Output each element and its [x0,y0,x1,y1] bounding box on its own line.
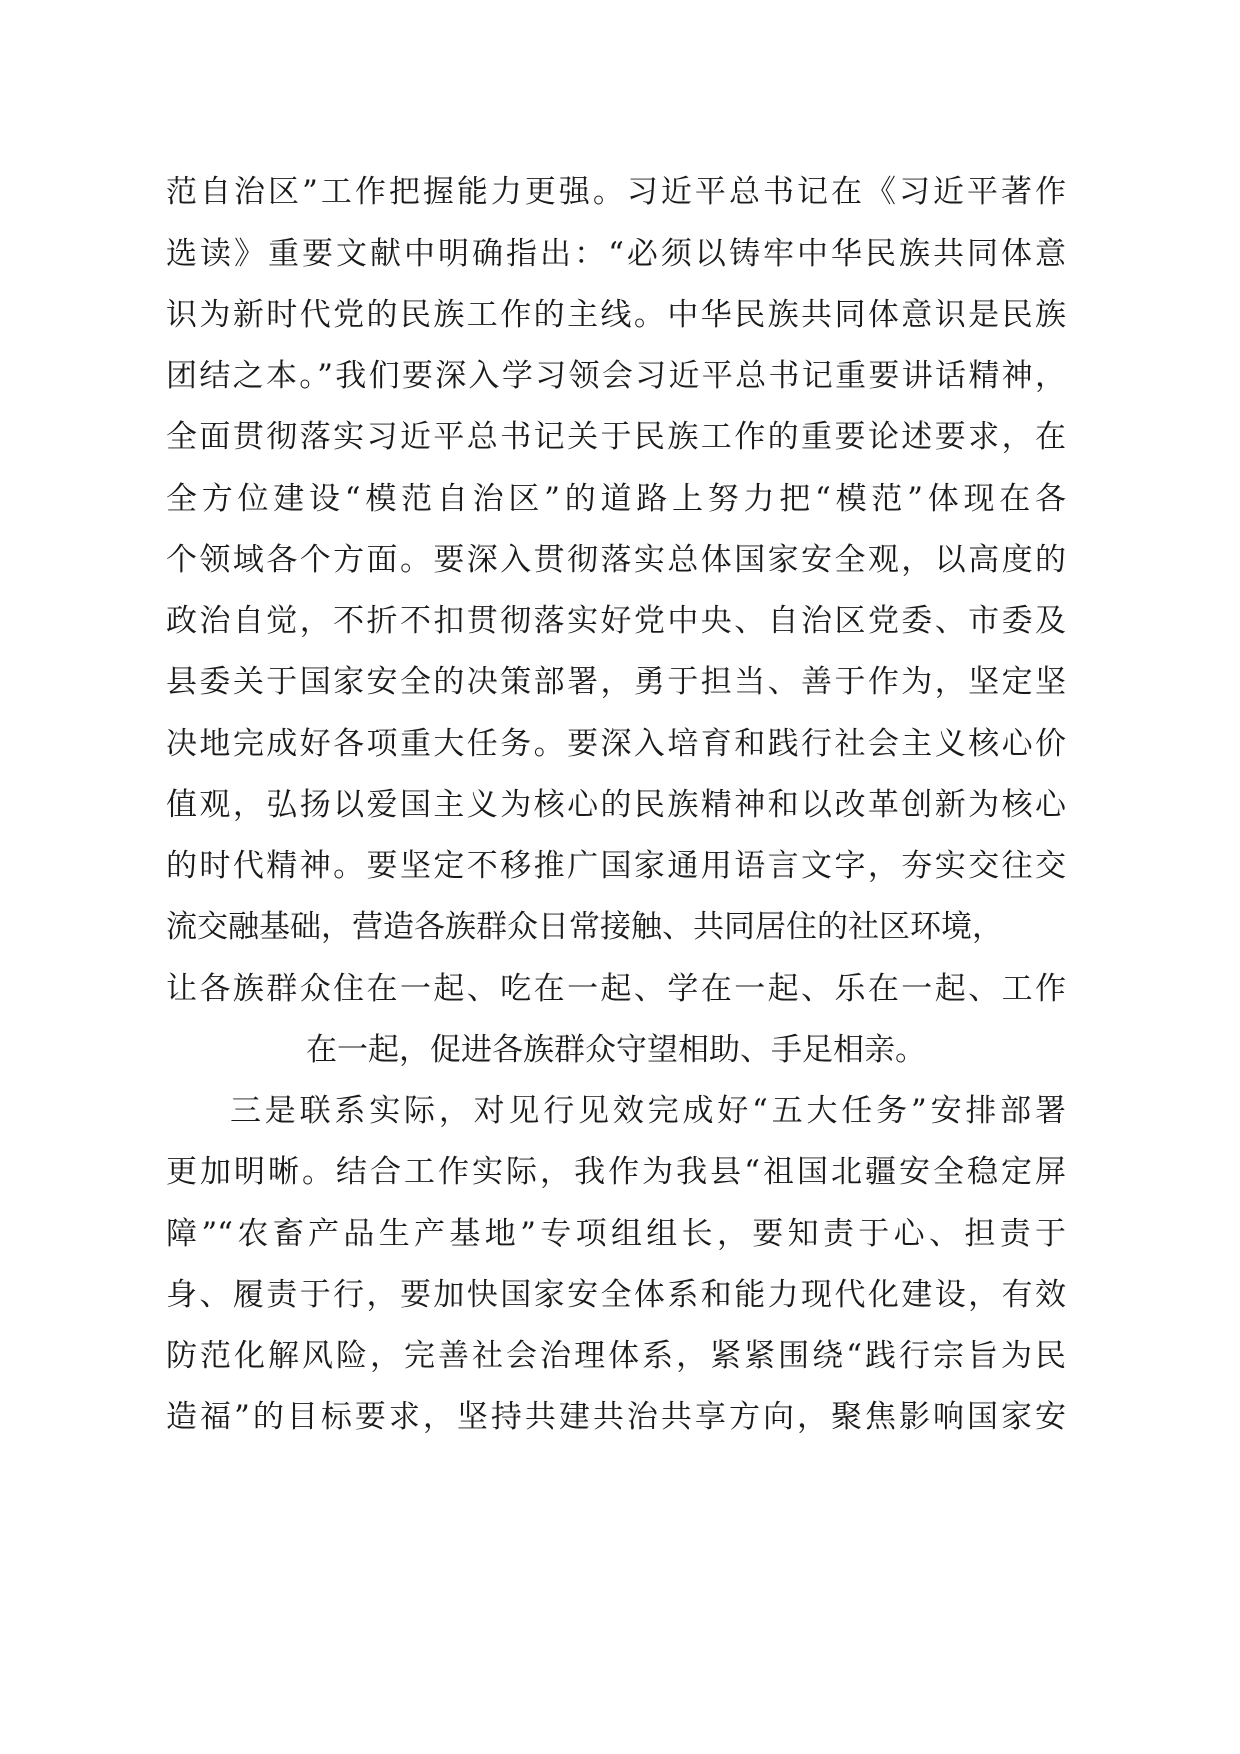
text-line: 团结之本。”我们要深入学习领会习近平总书记重要讲话精神， [166,358,1066,394]
text-line: 的时代精神。要坚定不移推广国家通用语言文字，夯实交往交 [166,848,1066,884]
text-line: 个领域各个方面。要深入贯彻落实总体国家安全观，以高度的 [166,542,1066,578]
text-line-centered: 在一起，促进各族群众守望相助、手足相亲。 [306,1032,926,1068]
text-line: 政治自觉，不折不扣贯彻落实好党中央、自治区党委、市委及 [166,603,1066,639]
text-line: 更加明晰。结合工作实际，我作为我县“祖国北疆安全稳定屏 [166,1154,1066,1190]
text-line: 全面贯彻落实习近平总书记关于民族工作的重要论述要求，在 [166,419,1066,455]
text-line: 值观，弘扬以爱国主义为核心的民族精神和以改革创新为核心 [166,787,1066,823]
text-line: 防范化解风险，完善社会治理体系，紧紧围绕“践行宗旨为民 [166,1338,1066,1374]
text-line: 身、履责于行，要加快国家安全体系和能力现代化建设，有效 [166,1277,1066,1313]
text-line: 范自治区”工作把握能力更强。习近平总书记在《习近平著作 [166,174,1066,210]
text-line: 识为新时代党的民族工作的主线。中华民族共同体意识是民族 [166,297,1066,333]
text-line-indented: 三是联系实际，对见行见效完成好“五大任务”安排部署 [230,1093,1066,1129]
text-line: 造福”的目标要求，坚持共建共治共享方向，聚焦影响国家安 [166,1399,1066,1435]
text-line: 全方位建设“模范自治区”的道路上努力把“模范”体现在各 [166,481,1066,517]
text-line: 决地完成好各项重大任务。要深入培育和践行社会主义核心价 [166,726,1066,762]
text-line: 障”“农畜产品生产基地”专项组组长，要知责于心、担责于 [166,1216,1066,1252]
text-line: 让各族群众住在一起、吃在一起、学在一起、乐在一起、工作 [166,971,1066,1007]
text-line: 流交融基础，营造各族群众日常接触、共同居住的社区环境， [166,909,1003,945]
text-line: 选读》重要文献中明确指出：“必须以铸牢中华民族共同体意 [166,236,1066,272]
text-line: 县委关于国家安全的决策部署，勇于担当、善于作为，坚定坚 [166,664,1066,700]
